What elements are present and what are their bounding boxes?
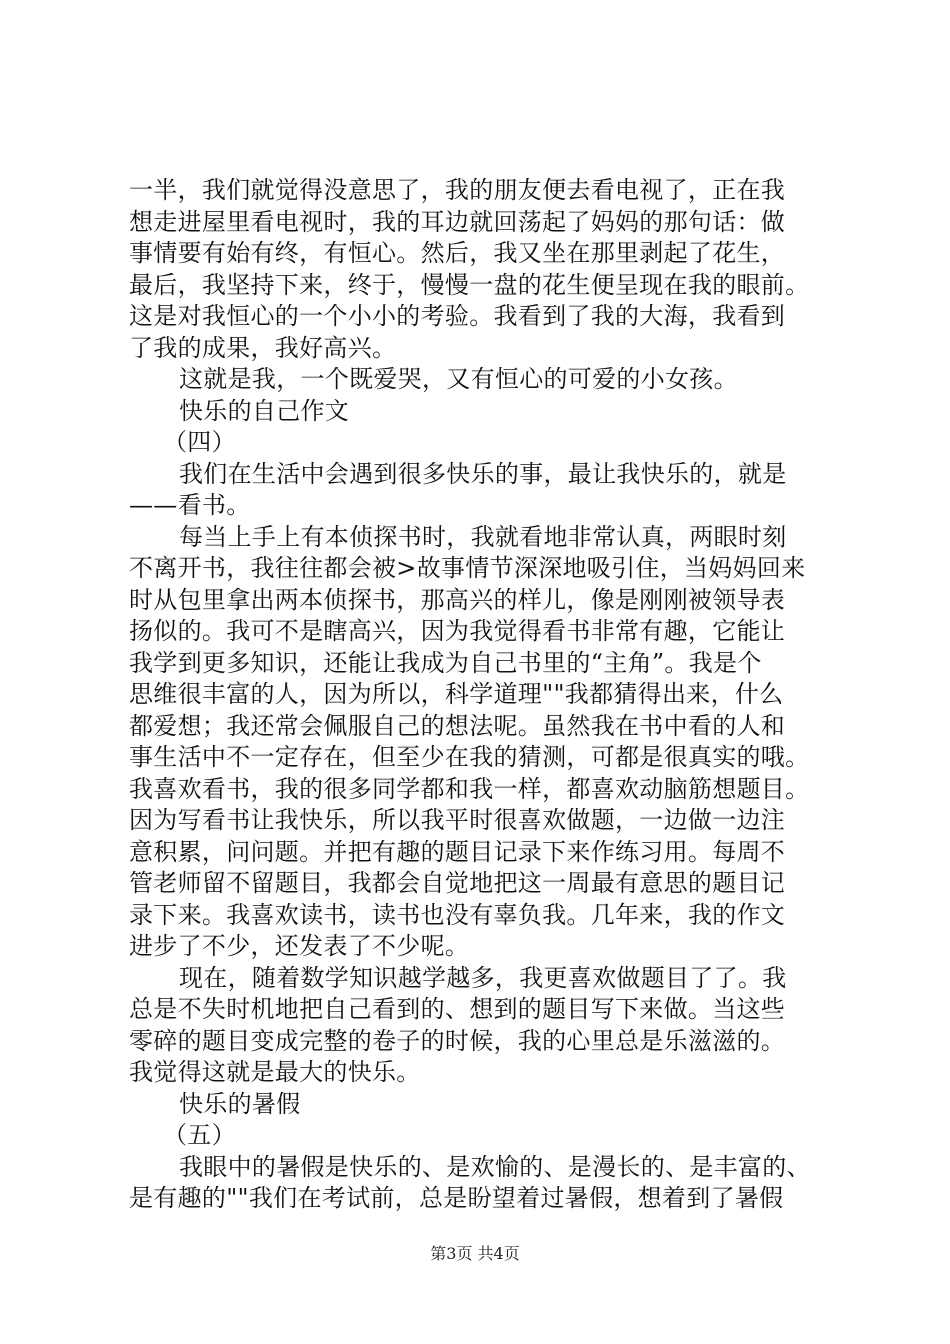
text-line: 事生活中不一定存在，但至少在我的猜测，可都是很真实的哦。	[129, 743, 810, 771]
text-line: 了我的成果，我好高兴。	[129, 333, 397, 362]
text-line: 一半，我们就觉得没意思了，我的朋友便去看电视了，正在我	[129, 176, 786, 204]
text-line: 零碎的题目变成完整的卷子的时候，我的心里总是乐滋滋的。	[129, 1026, 786, 1055]
text-line: 事情要有始有终，有恒心。然后，我又坐在那里剥起了花生，	[129, 239, 786, 267]
text-line: 我学到更多知识，还能让我成为自己书里的“主角”。我是个	[129, 648, 762, 677]
text-line: 我喜欢看书，我的很多同学都和我一样，都喜欢动脑筋想题目。	[129, 774, 810, 803]
text-line: 进步了不少，还发表了不少呢。	[129, 932, 470, 960]
text-line: 都爱想；我还常会佩服自己的想法呢。虽然我在书中看的人和	[129, 711, 786, 740]
text-line: 管老师留不留题目，我都会自觉地把这一周最有意思的题目记	[129, 869, 786, 897]
paragraph-line: 现在，随着数学知识越学越多，我更喜欢做题目了了。我	[179, 963, 787, 992]
paragraph-line: 每当上手上有本侦探书时，我就看地非常认真，两眼时刻	[179, 522, 787, 551]
text-line: 这是对我恒心的一个小小的考验。我看到了我的大海，我看到	[129, 302, 786, 330]
text-line: 录下来。我喜欢读书，读书也没有辜负我。几年来，我的作文	[129, 900, 786, 929]
text-line: 想走进屋里看电视时，我的耳边就回荡起了妈妈的那句话：做	[129, 207, 786, 236]
text-line: 扬似的。我可不是瞎高兴，因为我觉得看书非常有趣，它能让	[129, 617, 786, 645]
paragraph-line: 我眼中的暑假是快乐的、是欢愉的、是漫长的、是丰富的、	[179, 1152, 811, 1181]
paragraph-line: 这就是我，一个既爱哭，又有恒心的可爱的小女孩。	[179, 365, 738, 393]
text-line: 不离开书，我往往都会被>故事情节深深地吸引住，当妈妈回来	[129, 554, 806, 582]
text-line: 意积累，问问题。并把有趣的题目记录下来作练习用。每周不	[129, 837, 786, 866]
paragraph-line: 我们在生活中会遇到很多快乐的事，最让我快乐的，就是	[179, 459, 787, 488]
text-line: 最后，我坚持下来，终于，慢慢一盘的花生便呈现在我的眼前。	[129, 270, 810, 299]
text-line: ——看书。	[129, 491, 251, 519]
section-number: （四）	[163, 428, 236, 456]
text-line: 我觉得这就是最大的快乐。	[129, 1058, 421, 1086]
text-line: 总是不失时机地把自己看到的、想到的题目写下来做。当这些	[129, 995, 786, 1023]
text-line: 因为写看书让我快乐，所以我平时很喜欢做题，一边做一边注	[129, 806, 786, 834]
text-line: 是有趣的""我们在考试前，总是盼望着过暑假，想着到了暑假	[129, 1184, 784, 1212]
text-line: 思维很丰富的人，因为所以，科学道理""我都猜得出来，什么	[129, 680, 784, 708]
text-line: 时从包里拿出两本侦探书，那高兴的样儿，像是刚刚被领导表	[129, 585, 786, 614]
section-title: 快乐的自己作文	[179, 396, 350, 425]
section-title: 快乐的暑假	[179, 1089, 301, 1118]
section-number: （五）	[163, 1121, 236, 1149]
page-footer: 第3页 共4页	[430, 1244, 520, 1263]
document-body	[129, 175, 849, 1215]
